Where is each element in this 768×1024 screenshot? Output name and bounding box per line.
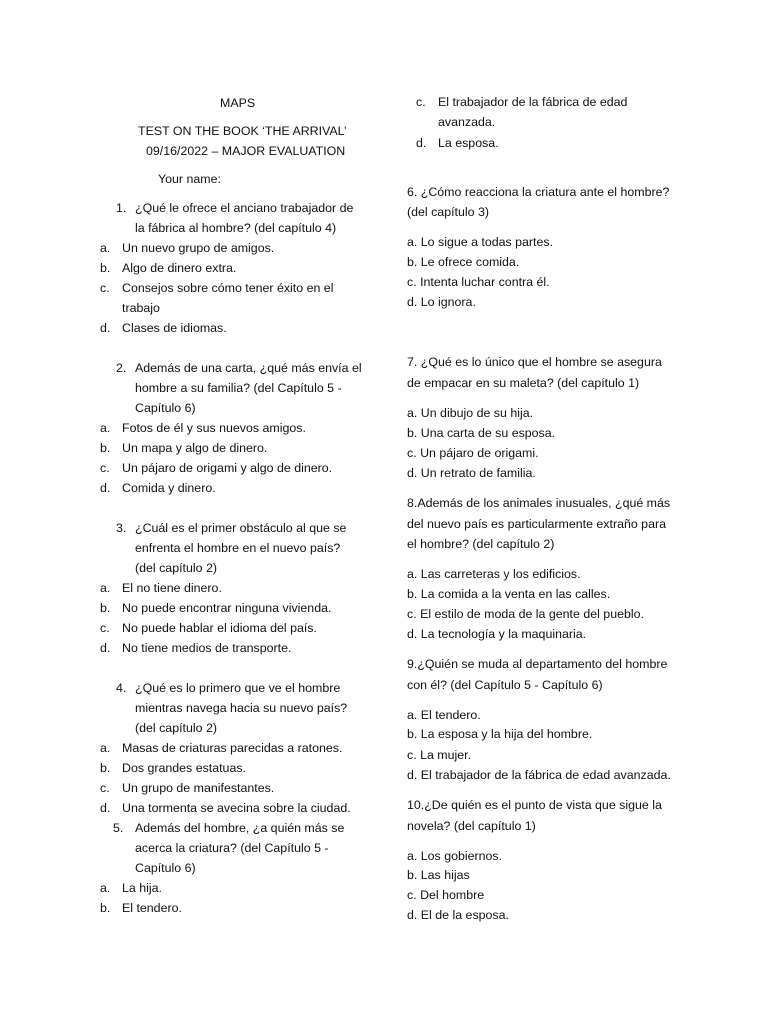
option-letter: a.	[100, 881, 111, 895]
option-letter: a.	[100, 581, 111, 595]
option-letter: c.	[100, 781, 110, 795]
option-text: No puede hablar el idioma del país.	[122, 621, 317, 635]
question-number: 5.	[113, 821, 124, 835]
question-text-line: acerca la criatura? (del Capítulo 5 -	[135, 841, 329, 855]
option-text: Algo de dinero extra.	[122, 261, 237, 275]
question-text-line: el hombre? (del capítulo 2)	[407, 537, 555, 551]
option-text: El trabajador de la fábrica de edad	[438, 95, 628, 109]
option-letter: a.	[100, 741, 111, 755]
option-letter: c.	[100, 461, 110, 475]
option-letter: a.	[100, 421, 111, 435]
option-letter: b.	[100, 601, 111, 615]
option-text: b. La comida a la venta en las calles.	[407, 587, 611, 601]
option-letter: a.	[100, 241, 111, 255]
option-text: c. Intenta luchar contra él.	[407, 275, 550, 289]
option-text: a. Un dibujo de su hija.	[407, 406, 534, 420]
test-title: TEST ON THE BOOK ‘THE ARRIVAL’	[138, 124, 347, 138]
question-text-line: (del capítulo 2)	[135, 561, 217, 575]
option-text: a. Las carreteras y los edificios.	[407, 567, 581, 581]
option-text: Consejos sobre cómo tener éxito en el	[122, 281, 334, 295]
option-text: Comida y dinero.	[122, 481, 216, 495]
question-text-line: ¿Qué es lo primero que ve el hombre	[135, 681, 341, 695]
question-text-line: 6. ¿Cómo reacciona la criatura ante el hombre?	[407, 185, 670, 199]
question-number: 4.	[116, 681, 127, 695]
question-text-line: de empacar en su maleta? (del capítulo 1)	[407, 376, 640, 390]
option-text: b. Las hijas	[407, 868, 470, 882]
question-text-line: enfrenta el hombre en el nuevo país?	[135, 541, 341, 555]
option-text: El tendero.	[122, 901, 182, 915]
option-letter: c.	[100, 281, 110, 295]
option-text: d. La tecnología y la maquinaria.	[407, 627, 587, 641]
question-text-line: novela? (del capítulo 1)	[407, 819, 536, 833]
option-text: Dos grandes estatuas.	[122, 761, 246, 775]
option-text: trabajo	[122, 301, 160, 315]
question-number: 3.	[116, 521, 127, 535]
question-text-line: 7. ¿Qué es lo único que el hombre se asegura	[407, 355, 662, 369]
option-text: b. Le ofrece comida.	[407, 255, 520, 269]
date-line: 09/16/2022 – MAJOR EVALUATION	[146, 144, 346, 158]
option-letter: c.	[416, 95, 426, 109]
option-text: avanzada.	[438, 115, 496, 129]
option-text: d. El de la esposa.	[407, 908, 509, 922]
option-letter: d.	[416, 136, 427, 150]
option-text: d. El trabajador de la fábrica de edad avanzada.	[407, 768, 671, 782]
option-letter: b.	[100, 441, 111, 455]
option-text: Un nuevo grupo de amigos.	[122, 241, 275, 255]
question-text-line: Además de una carta, ¿qué más envía el	[135, 361, 362, 375]
option-letter: b.	[100, 261, 111, 275]
question-text-line: (del capítulo 3)	[407, 205, 489, 219]
question-text-line: 10.¿De quién es el punto de vista que sigue la	[407, 798, 662, 812]
question-text-line: ¿Qué le ofrece el anciano trabajador de	[135, 201, 354, 215]
option-text: c. Del hombre	[407, 888, 485, 902]
question-text-line: hombre a su familia? (del Capítulo 5 -	[135, 381, 342, 395]
option-text: Una tormenta se avecina sobre la ciudad.	[122, 801, 351, 815]
option-text: La esposa.	[438, 136, 499, 150]
option-text: a. Lo sigue a todas partes.	[407, 235, 554, 249]
option-text: Un mapa y algo de dinero.	[122, 441, 268, 455]
option-letter: d.	[100, 481, 111, 495]
option-text: Un grupo de manifestantes.	[122, 781, 275, 795]
option-letter: d.	[100, 641, 111, 655]
option-text: a. El tendero.	[407, 708, 481, 722]
option-text: Masas de criaturas parecidas a ratones.	[122, 741, 343, 755]
question-text-line: Además del hombre, ¿a quién más se	[135, 821, 345, 835]
option-letter: c.	[100, 621, 110, 635]
question-text-line: del nuevo país es particularmente extraño para	[407, 517, 666, 531]
question-text-line: Capítulo 6)	[135, 861, 196, 875]
option-text: La hija.	[122, 881, 162, 895]
option-text: Fotos de él y sus nuevos amigos.	[122, 421, 306, 435]
question-text-line: la fábrica al hombre? (del capítulo 4)	[135, 221, 337, 235]
question-text-line: con él? (del Capítulo 5 - Capítulo 6)	[407, 678, 603, 692]
option-text: b. La esposa y la hija del hombre.	[407, 727, 593, 741]
question-text-line: ¿Cuál es el primer obstáculo al que se	[135, 521, 347, 535]
option-letter: d.	[100, 321, 111, 335]
option-text: c. Un pájaro de origami.	[407, 446, 539, 460]
option-text: No puede encontrar ninguna vivienda.	[122, 601, 332, 615]
option-text: El no tiene dinero.	[122, 581, 222, 595]
name-label: Your name:	[158, 172, 221, 186]
course-heading: MAPS	[220, 96, 256, 110]
option-text: Clases de idiomas.	[122, 321, 227, 335]
option-text: c. El estilo de moda de la gente del pueblo.	[407, 607, 644, 621]
question-text-line: 9.¿Quién se muda al departamento del hombre	[407, 657, 668, 671]
option-text: d. Lo ignora.	[407, 295, 476, 309]
question-text-line: Capítulo 6)	[135, 401, 196, 415]
question-number: 2.	[116, 361, 127, 375]
question-text-line: 8.Además de los animales inusuales, ¿qué más	[407, 496, 671, 510]
question-number: 1.	[116, 201, 127, 215]
option-text: d. Un retrato de familia.	[407, 466, 536, 480]
option-text: a. Los gobiernos.	[407, 849, 503, 863]
option-text: Un pájaro de origami y algo de dinero.	[122, 461, 333, 475]
option-text: c. La mujer.	[407, 748, 472, 762]
option-text: No tiene medios de transporte.	[122, 641, 292, 655]
option-letter: b.	[100, 761, 111, 775]
question-text-line: (del capítulo 2)	[135, 721, 217, 735]
option-letter: b.	[100, 901, 111, 915]
option-text: b. Una carta de su esposa.	[407, 426, 556, 440]
option-letter: d.	[100, 801, 111, 815]
question-text-line: mientras navega hacia su nuevo país?	[135, 701, 348, 715]
